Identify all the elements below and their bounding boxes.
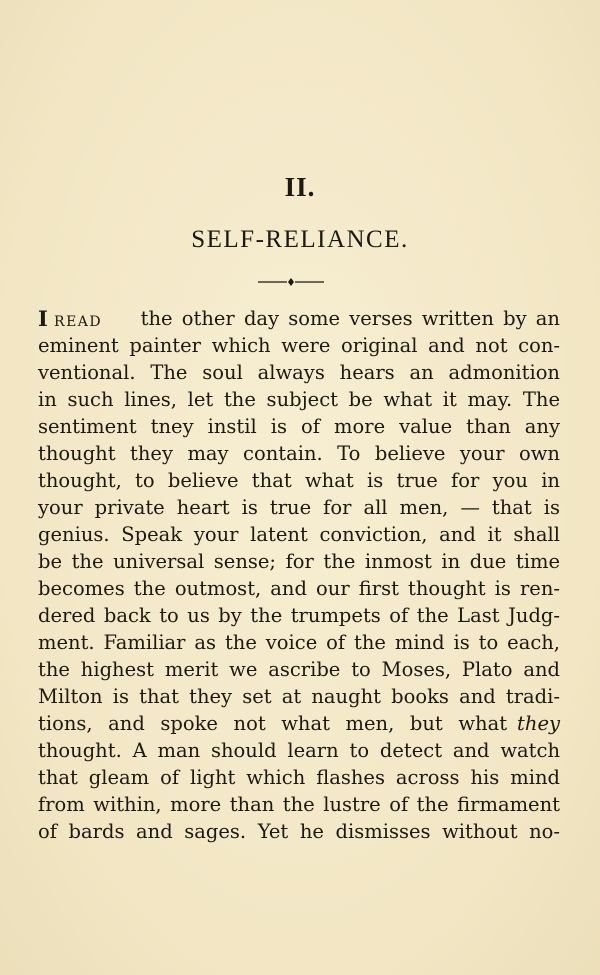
text-line [38, 791, 560, 818]
text-line [38, 305, 560, 332]
line-text-6: thought, to believe that what is true for you in [38, 469, 560, 492]
paragraph-body [38, 305, 560, 845]
text-line [38, 710, 560, 737]
line-text-3: in such lines, let the subject be what it may. The [38, 388, 560, 411]
line-text-9: be the universal sense; for the inmost in due time [38, 550, 560, 573]
line-text-16: thought. A man should learn to detect and watch [38, 739, 560, 762]
italic-word: they [517, 712, 560, 735]
text-line [38, 413, 560, 440]
line-text-0: the other day some verses written by an [140, 307, 560, 330]
ornament-divider [258, 276, 324, 288]
line-text-1: eminent painter which were original and not con- [38, 334, 560, 357]
text-line [38, 521, 560, 548]
line-text-14: Milton is that they set at naught books and tradi- [38, 685, 560, 708]
text-line [38, 386, 560, 413]
text-line [38, 683, 560, 710]
text-line [38, 602, 560, 629]
chapter-title: SELF-RELIANCE. [191, 226, 409, 253]
text-line [38, 467, 560, 494]
text-line [38, 575, 560, 602]
line-text-4: sentiment tney instil is of more value than any [38, 415, 560, 438]
line-text-8: genius. Speak your latent conviction, and it shall [38, 523, 560, 546]
text-line [38, 332, 560, 359]
text-line [38, 737, 560, 764]
text-line [38, 818, 560, 845]
line-text-7: your private heart is true for all men, — that is [38, 496, 560, 519]
line-text-19: of bards and sages. Yet he dismisses without no- [38, 820, 560, 843]
text-line [38, 359, 560, 386]
text-line [38, 656, 560, 683]
line-text-18: from within, more than the lustre of the firmament [38, 793, 560, 816]
chapter-number: II. [284, 172, 316, 202]
text-line [38, 764, 560, 791]
line-text-15: tions, and spoke not what men, but what [38, 712, 508, 735]
text-line [38, 629, 560, 656]
opening-smallcaps: READ [54, 314, 103, 330]
line-text-17: that gleam of light which flashes across his mind [38, 766, 560, 789]
text-line [38, 440, 560, 467]
drop-initial: I [38, 306, 48, 331]
text-line [38, 494, 560, 521]
line-text-2: ventional. The soul always hears an admonition [38, 361, 560, 384]
line-text-5: thought they may contain. To believe your own [38, 442, 560, 465]
line-text-13: the highest merit we ascribe to Moses, Plato and [38, 658, 560, 681]
line-text-11: dered back to us by the trumpets of the Last Judg- [38, 604, 560, 627]
text-line [38, 548, 560, 575]
line-text-12: ment. Familiar as the voice of the mind is to each, [38, 631, 560, 654]
line-text-10: becomes the outmost, and our first thought is ren- [38, 577, 560, 600]
